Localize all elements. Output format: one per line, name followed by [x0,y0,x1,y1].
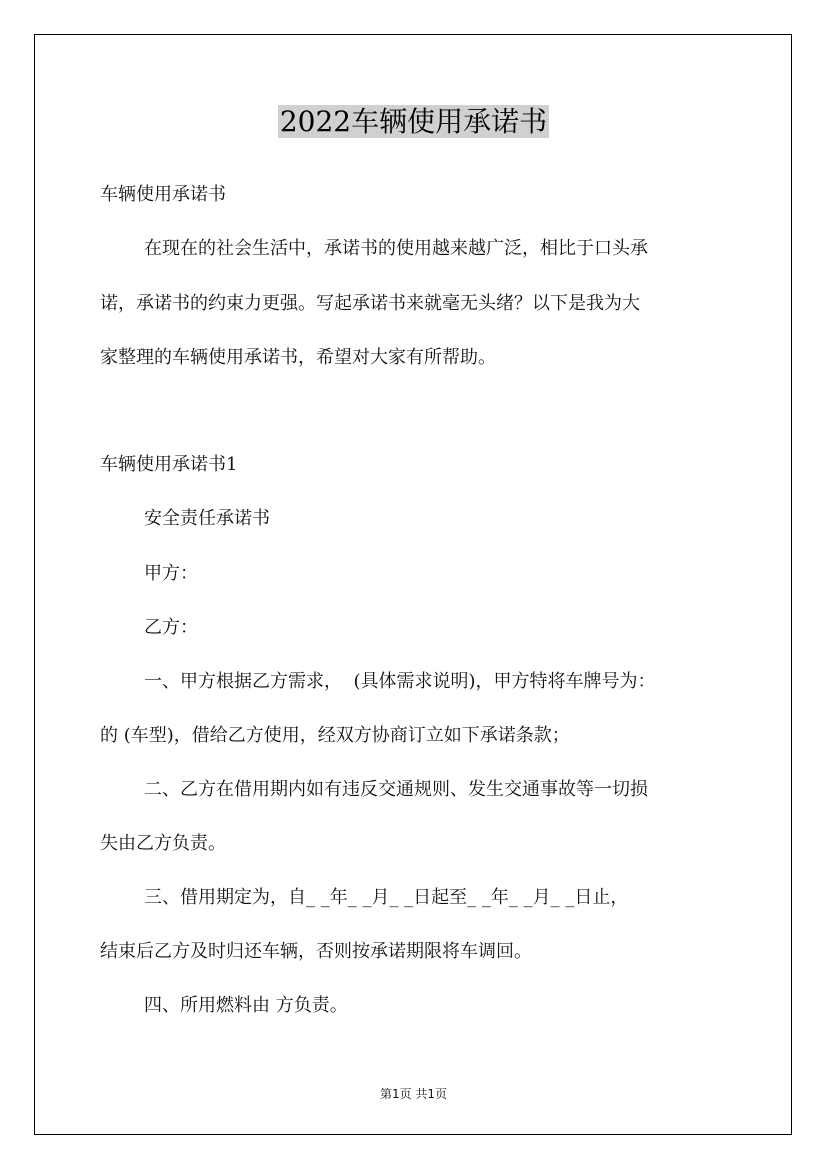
intro-line-1: 在现在的社会生活中，承诺书的使用越来越广泛，相比于口头承 [144,238,648,259]
clause-2-line-1: 二、乙方在借用期内如有违反交通规则、发生交通事故等一切损 [144,779,648,800]
party-b-label: 乙方： [144,617,198,638]
clause-1-line-1: 一、甲方根据乙方需求， (具体需求说明)，甲方特将车牌号为： [144,671,656,692]
clause-1-line-2: 的 (车型)，借给乙方使用，经双方协商订立如下承诺条款； [100,725,570,746]
document-title [0,102,827,142]
party-a-label: 甲方： [144,563,198,584]
clause-4: 四、所用燃料由 方负责。 [144,995,348,1016]
document-subtitle: 车辆使用承诺书 [100,184,226,205]
section-title: 安全责任承诺书 [144,508,270,529]
intro-line-2: 诺，承诺书的约束力更强。写起承诺书来就毫无头绪？以下是我为大 [100,293,640,314]
document-title-text: 2022车辆使用承诺书 [279,105,548,138]
page-footer: 第1页 共1页 [379,1087,448,1101]
clause-2-line-2: 失由乙方负责。 [100,833,226,854]
intro-line-3: 家整理的车辆使用承诺书，希望对大家有所帮助。 [100,347,496,368]
clause-3-line-2: 结束后乙方及时归还车辆，否则按承诺期限将车调回。 [100,941,532,962]
clause-3-line-1: 三、借用期定为，自_ _年_ _月_ _日起至_ _年_ _月_ _日止， [144,887,629,908]
section-heading: 车辆使用承诺书1 [100,454,238,475]
